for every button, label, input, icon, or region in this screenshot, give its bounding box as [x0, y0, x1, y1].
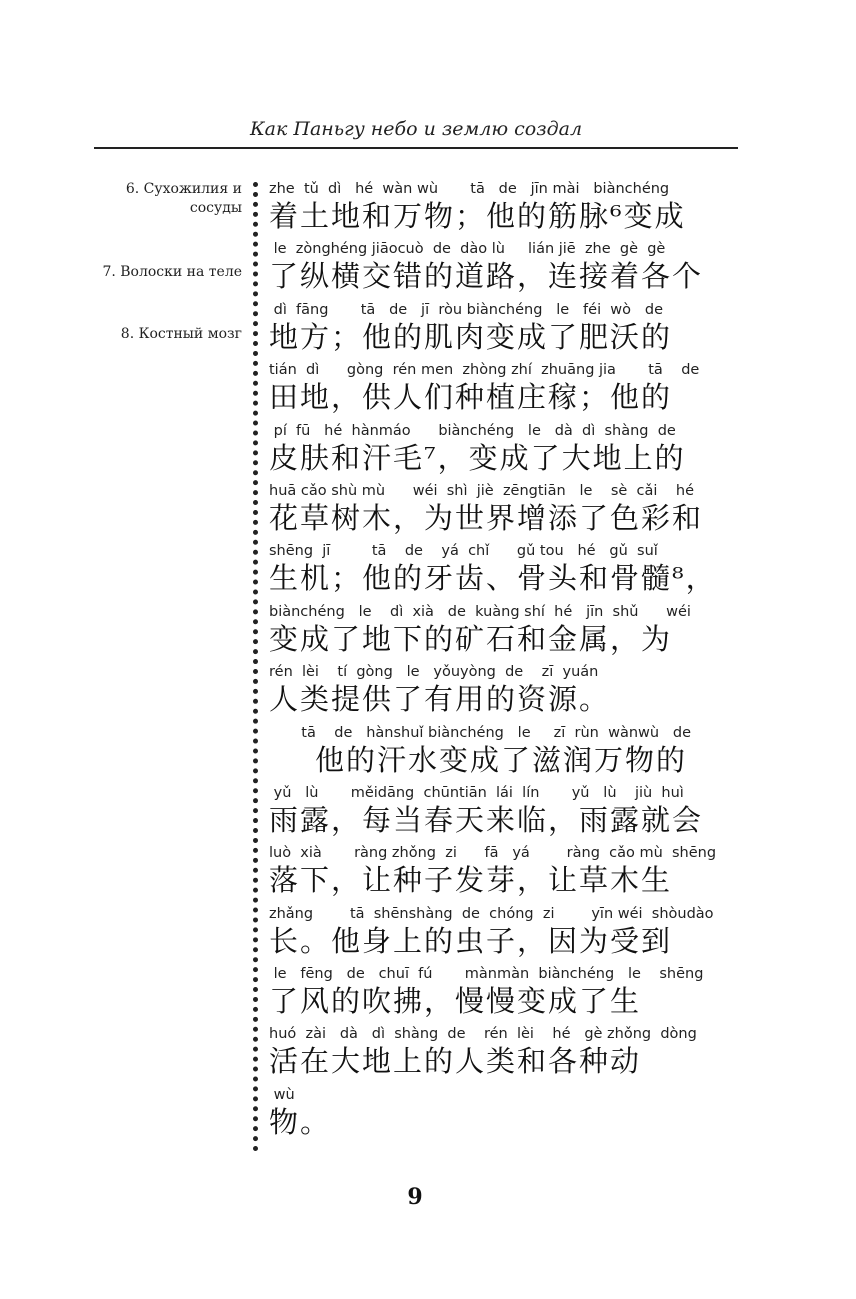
text-line-10: [269, 723, 739, 783]
pinyin-line: zhe tǔ dì hé wàn wù tā de jīn mài biànchéng: [269, 181, 670, 197]
dotted-divider: [253, 182, 258, 1152]
pinyin-line: huā cǎo shù mù wéi shì jiè zēngtiān le sè cǎi hé: [269, 482, 694, 499]
hanzi-line: 地方；他的肌肉变成了肥沃的: [269, 319, 673, 354]
pinyin-line: shēng jī tā de yá chǐ gǔ tou hé gǔ suǐ: [269, 543, 658, 560]
text-line-13: [269, 904, 739, 964]
hanzi-line: 落下，让种子发芽，让草木生: [269, 863, 673, 898]
header-rule: [94, 147, 738, 149]
text-line-8: [269, 602, 739, 662]
pinyin-line: luò xià ràng zhǒng zi fā yá ràng cǎo mù shēng: [269, 845, 717, 862]
hanzi-line: 了风的吹拂，慢慢变成了生: [269, 984, 642, 1019]
pinyin-line: yǔ lù měidāng chūntiān lái lín yǔ lù jiù huì: [269, 784, 684, 801]
hanzi-line: 田地，供人们种植庄稼；他的: [269, 380, 673, 415]
hanzi-line: 物。: [269, 1104, 332, 1139]
text-line-11: [269, 783, 739, 843]
text-line-1: [269, 179, 739, 239]
pinyin-text-column: [269, 179, 739, 1145]
hanzi-line: 着土地和万物；他的筋脉⁶变成: [269, 199, 686, 233]
text-line-14: [269, 964, 739, 1024]
text-line-3: [269, 300, 739, 360]
pinyin-line: tián dì gòng rén men zhòng zhí zhuāng jia tā de: [269, 362, 700, 379]
pinyin-line: tā de hànshuǐ biànchéng le zī rùn wànwù de: [269, 724, 692, 741]
hanzi-line: 花草树木，为世界增添了色彩和: [269, 500, 704, 535]
pinyin-line: wù: [269, 1086, 295, 1103]
text-line-5: [269, 421, 739, 481]
hanzi-line: 皮肤和汗毛⁷，变成了大地上的: [269, 440, 686, 475]
hanzi-line: 活在大地上的人类和各种动: [269, 1044, 642, 1079]
pinyin-line: le fēng de chuī fú mànmàn biànchéng le shēng: [269, 966, 704, 983]
text-line-12: [269, 843, 739, 903]
hanzi-line: 他的汗水变成了滋润万物的: [315, 742, 688, 777]
hanzi-line: 了纵横交错的道路，连接着各个: [269, 259, 704, 294]
pinyin-line: rén lèi tí gòng le yǒuyòng de zī yuán: [269, 664, 599, 681]
hanzi-line: 长。他身上的虫子，因为受到: [269, 923, 673, 958]
text-line-6: [269, 481, 739, 541]
margin-note-6: 6. Сухожилия и сосуды: [125, 181, 242, 216]
pinyin-line: pí fū hé hànmáo biànchéng le dà dì shàng de: [269, 422, 676, 439]
text-line-2: [269, 239, 739, 299]
text-line-16: [269, 1085, 739, 1145]
text-line-15: [269, 1024, 739, 1084]
text-line-7: [269, 541, 739, 601]
margin-note-7: 7. Волоски на теле: [102, 264, 242, 280]
pinyin-line: biànchéng le dì xià de kuàng shí hé jīn shǔ wéi: [269, 603, 691, 620]
margin-note-8: 8. Костный мозг: [120, 326, 242, 342]
pinyin-line: zhǎng tā shēnshàng de chóng zi yīn wéi shòudào: [269, 905, 714, 922]
hanzi-line: 变成了地下的矿石和金属，为: [269, 621, 673, 656]
page-number: 9: [407, 1184, 423, 1210]
hanzi-line: 人类提供了有用的资源。: [269, 682, 611, 717]
hanzi-line: 生机；他的牙齿、骨头和骨髓⁸，: [269, 561, 717, 596]
text-line-9: [269, 662, 739, 722]
hanzi-line: 雨露，每当春天来临，雨露就会: [269, 802, 704, 837]
running-header: Как Паньгу небо и землю создал: [249, 118, 583, 140]
text-line-4: [269, 360, 739, 420]
pinyin-line: huó zài dà dì shàng de rén lèi hé gè zhǒng dòng: [269, 1026, 697, 1043]
pinyin-line: le zònghéng jiāocuò de dào lù lián jiē zhe gè gè: [269, 241, 666, 258]
pinyin-line: dì fāng tā de jī ròu biànchéng le féi wò de: [269, 301, 663, 318]
